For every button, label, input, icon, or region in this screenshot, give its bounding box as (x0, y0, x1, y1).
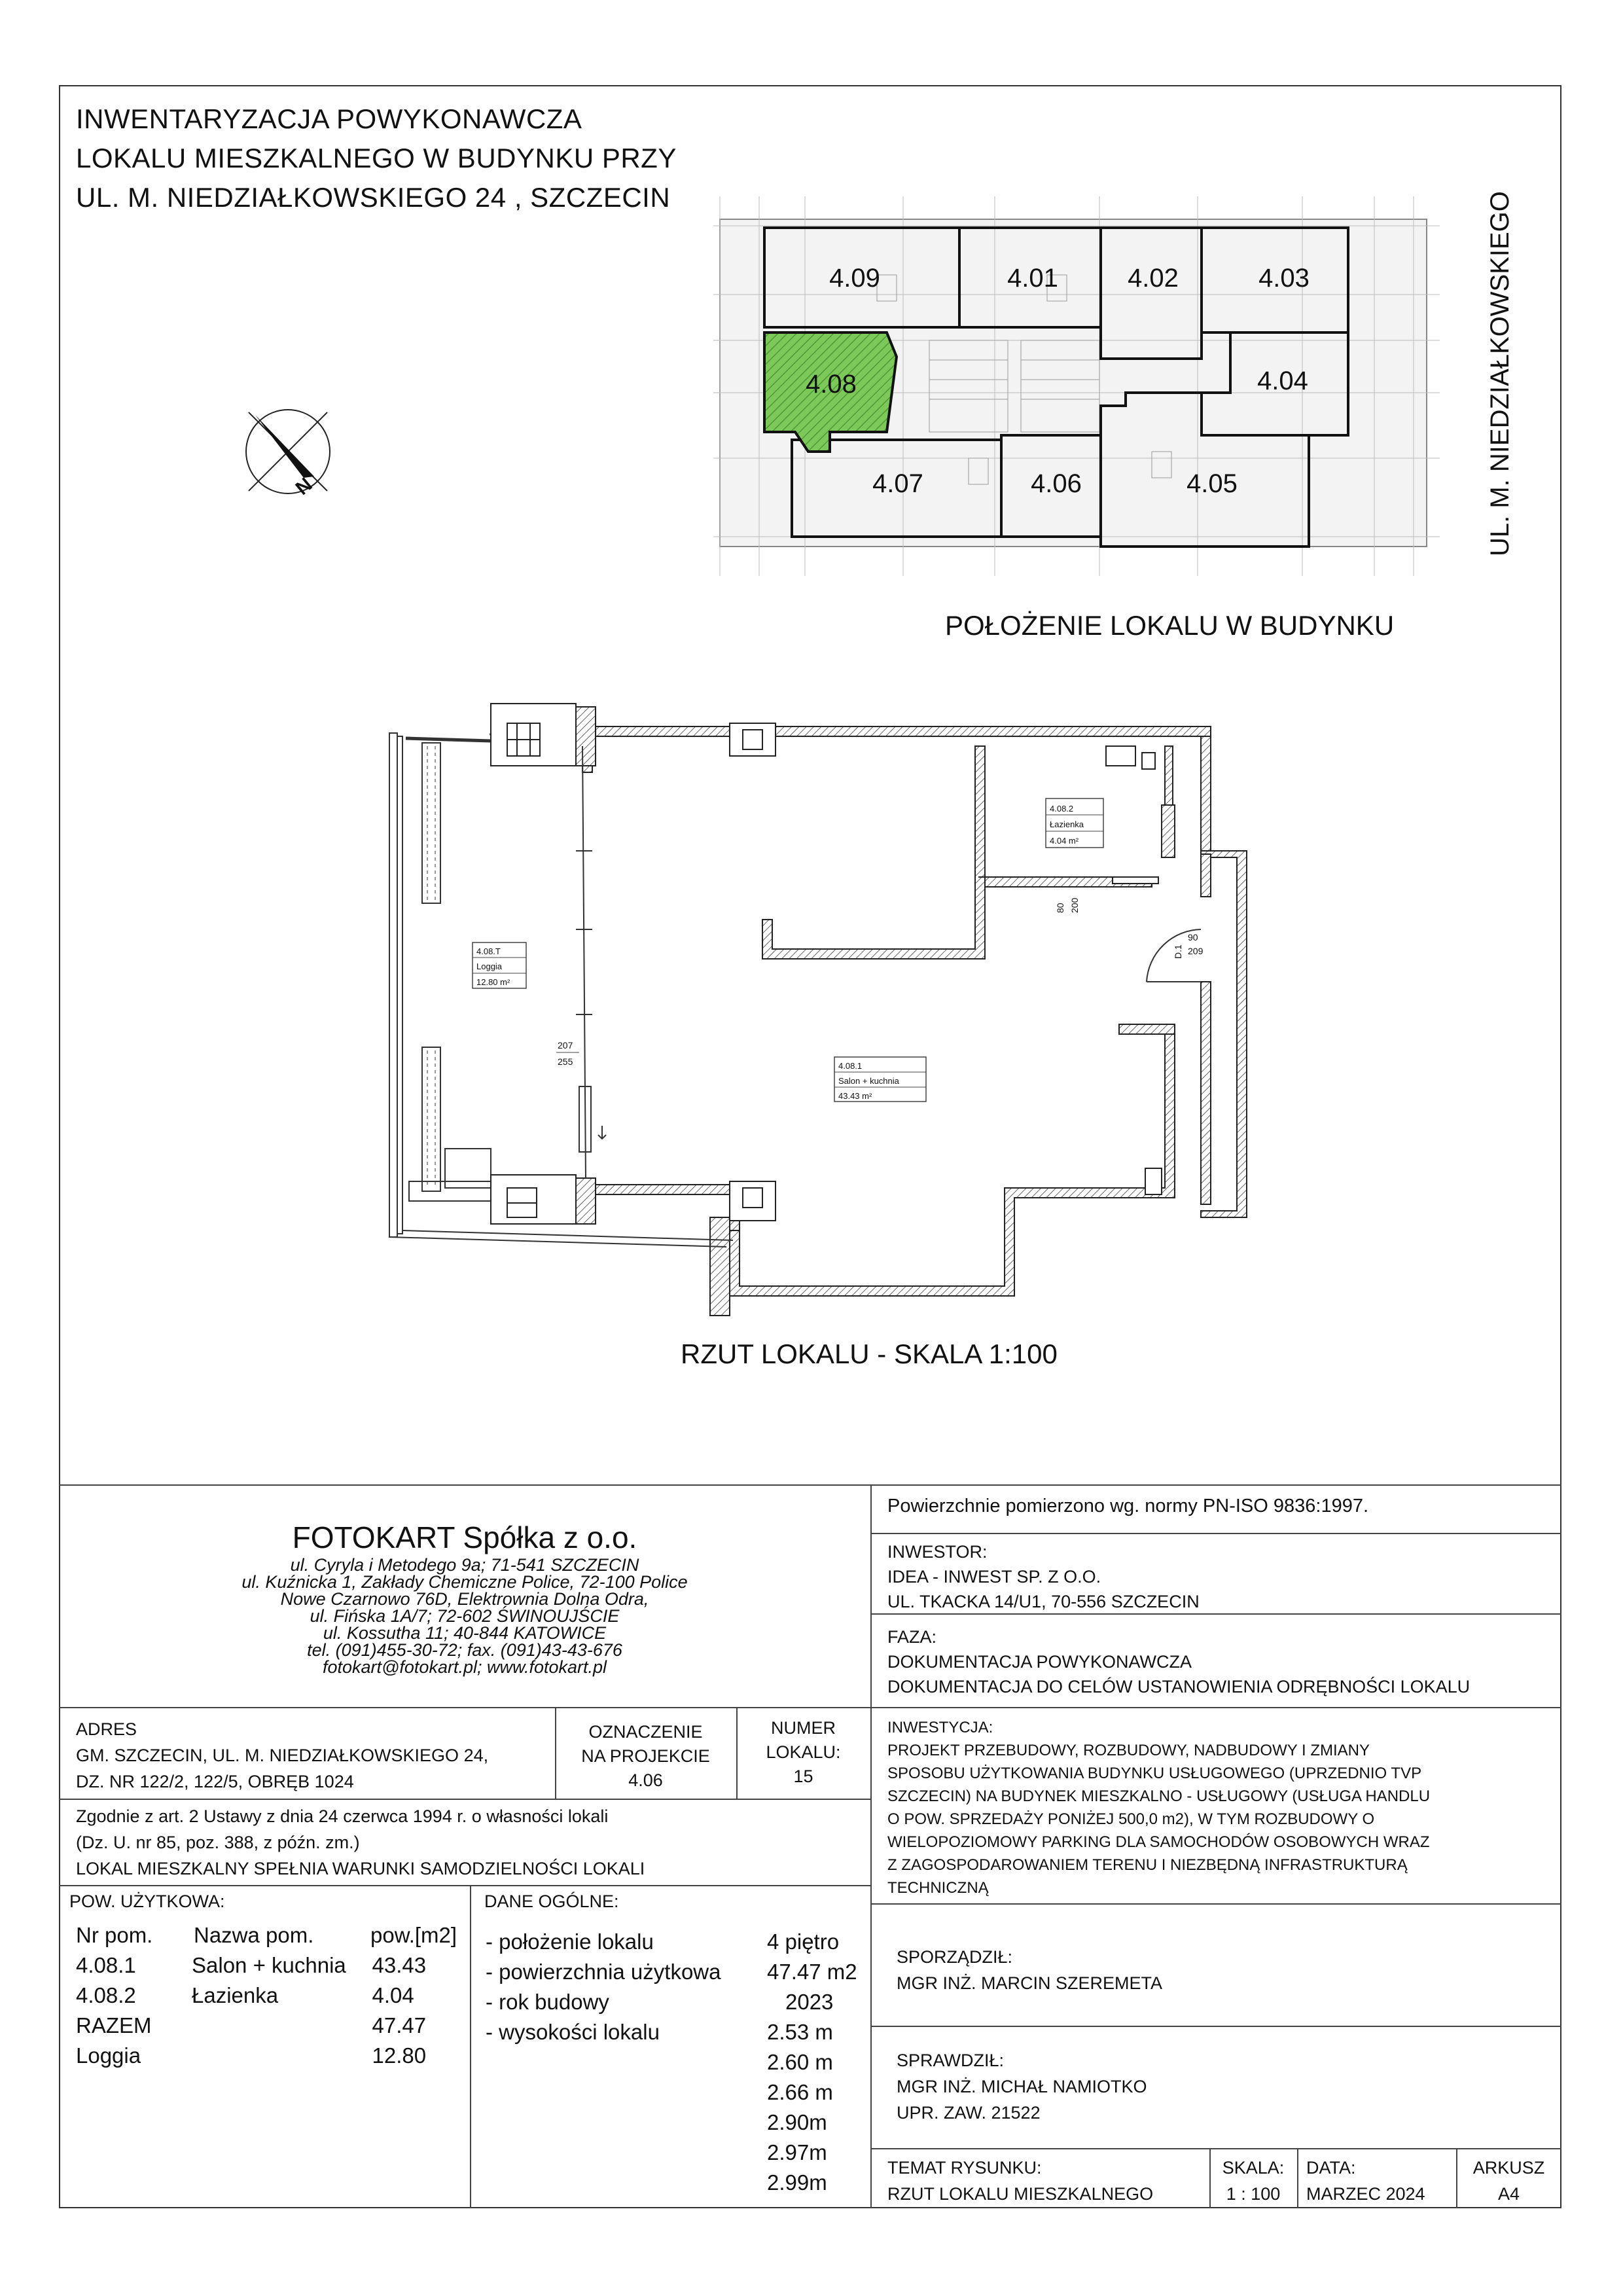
unit-label: 4.03 (1258, 264, 1310, 293)
room-name-loggia: Loggia (476, 961, 503, 971)
sheet-block (1456, 2155, 1561, 2207)
usable-area-table (76, 1923, 469, 2073)
title-line-3: UL. M. NIEDZIAŁKOWSKIEGO 24 , SZCZECIN (76, 182, 671, 213)
unit-label: 4.09 (829, 264, 880, 293)
scale-value: 1 : 100 (1226, 2184, 1281, 2204)
unit-label: 4.05 (1186, 469, 1238, 498)
divider (870, 1903, 1561, 1905)
street-label: UL. M. NIEDZIAŁKOWSKIEGO (1486, 191, 1514, 556)
checked-name: MGR INŻ. MICHAŁ NAMIOTKO (897, 2077, 1147, 2096)
general-value: 47.47 m2 (767, 1960, 857, 1984)
phase-label: FAZA: (887, 1627, 937, 1647)
unit-number-label: NUMER (771, 1718, 836, 1738)
company-line: tel. (091)455-30-72; fax. (091)43-43-676 (307, 1640, 622, 1660)
table-cell: 4.08.1 (76, 1953, 136, 1977)
north-arrow-icon (236, 399, 340, 504)
company-line: ul. Kuźnicka 1, Zakłady Chemiczne Police, 72-100 Police (241, 1572, 688, 1592)
divider (870, 1533, 1561, 1534)
height-value: 2.60 m (767, 2050, 833, 2074)
divider (59, 1885, 870, 1886)
usable-area-label: POW. UŻYTKOWA: (69, 1892, 225, 1911)
table-cell: RAZEM (76, 2013, 152, 2037)
phase-block (887, 1624, 1470, 1699)
investment-line: SZCZECIN) NA BUDYNEK MIESZKALNO - USŁUGOWY (USŁUGA HANDLU (887, 1787, 1431, 1805)
checked-license: UPR. ZAW. 21522 (897, 2103, 1041, 2123)
investor-block (887, 1539, 1200, 1614)
divider (59, 1707, 1561, 1708)
address-line: DZ. NR 122/2, 122/5, OBRĘB 1024 (76, 1772, 354, 1791)
investment-block (887, 1716, 1430, 1899)
table-row (76, 2043, 469, 2073)
sheet-label: ARKUSZ (1472, 2158, 1545, 2178)
room-area-loggia: 12.80 m² (476, 977, 510, 987)
table-cell: Łazienka (192, 1983, 279, 2007)
height-value: 2.66 m (767, 2080, 833, 2104)
divider (870, 2148, 1561, 2149)
dim-loggia-door-width: 207 (558, 1040, 573, 1050)
address-label: ADRES (76, 1719, 137, 1739)
legal-line: LOKAL MIESZKALNY SPEŁNIA WARUNKI SAMODZIELNOŚCI LOKALI (76, 1859, 645, 1878)
table-header-cell: Nr pom. (76, 1923, 153, 1947)
company-line: ul. Kossutha 11; 40-844 KATOWICE (323, 1623, 607, 1643)
company-line: fotokart@fotokart.pl; www.fotokart.pl (322, 1657, 607, 1677)
table-cell (192, 2013, 366, 2043)
table-cell: 12.80 (372, 2043, 427, 2068)
general-row (486, 1987, 865, 2017)
height-value: 2.99m (767, 2170, 827, 2195)
general-key: - położenie lokalu (486, 1929, 654, 1954)
investment-line: SPOSOBU UŻYTKOWANIA BUDYNKU USŁUGOWEGO (UPRZEDNIO TVP (887, 1765, 1422, 1782)
divider (59, 1484, 1561, 1486)
investment-label: INWESTYCJA: (887, 1719, 993, 1736)
scale-block (1209, 2155, 1297, 2207)
divider (1297, 2148, 1298, 2208)
legal-block (76, 1803, 645, 1882)
investor-line: IDEA - INWEST SP. Z O.O. (887, 1567, 1101, 1587)
unit-number-label: LOKALU: (766, 1742, 841, 1762)
date-value: MARZEC 2024 (1306, 2184, 1425, 2204)
dim-bath-door-height: 200 (1069, 897, 1080, 913)
general-row (486, 1927, 865, 1957)
general-value: 4 piętro (767, 1929, 840, 1954)
sheet-value: A4 (1497, 2184, 1520, 2204)
room-area-salon: 43.43 m² (838, 1091, 872, 1101)
divider (59, 1799, 870, 1800)
unit-number-value: 15 (793, 1767, 813, 1786)
title-line-1: INWENTARYZACJA POWYKONAWCZA (76, 103, 582, 134)
dim-entry-door-height: 209 (1188, 946, 1204, 956)
room-name-salon: Salon + kuchnia (838, 1076, 899, 1086)
legal-line: Zgodnie z art. 2 Ustawy z dnia 24 czerwca 1994 r. o własności lokali (76, 1806, 609, 1826)
general-label: DANE OGÓLNE: (484, 1892, 619, 1911)
investment-line: WIELOPOZIOMOWY PARKING DLA SAMOCHODÓW OSOBOWYCH WRAZ (887, 1833, 1430, 1851)
table-cell: Salon + kuchnia (192, 1953, 346, 1977)
unit-label: 4.06 (1031, 469, 1082, 498)
address-line: GM. SZCZECIN, UL. M. NIEDZIAŁKOWSKIEGO 24, (76, 1746, 489, 1765)
site-plan-caption: POŁOŻENIE LOKALU W BUDYNKU (945, 610, 1395, 641)
table-cell: Loggia (76, 2043, 141, 2068)
height-value: 2.90m (767, 2110, 827, 2134)
investment-line: TECHNICZNĄ (887, 1879, 989, 1897)
table-cell: 4.04 (372, 1983, 414, 2007)
table-cell: 47.47 (372, 2013, 427, 2037)
divider (870, 2026, 1561, 2027)
table-row (76, 1983, 469, 2013)
dim-loggia-door-height: 255 (558, 1056, 573, 1067)
table-cell: 4.08.2 (76, 1983, 136, 2007)
designation-label: NA PROJEKCIE (581, 1746, 710, 1766)
general-row (486, 1957, 865, 1987)
general-key: - powierzchnia użytkowa (486, 1960, 721, 1984)
investor-line: UL. TKACKA 14/U1, 70-556 SZCZECIN (887, 1592, 1200, 1611)
divider (470, 1885, 471, 2208)
entry-door-label: D.1 (1173, 944, 1183, 959)
general-table (486, 1927, 865, 2198)
table-header-cell: pow.[m2] (370, 1923, 457, 1947)
general-value: 2.53 m (767, 2020, 833, 2044)
phase-line: DOKUMENTACJA POWYKONAWCZA (887, 1652, 1192, 1672)
unit-number-block (736, 1716, 870, 1789)
room-id-salon: 4.08.1 (838, 1061, 863, 1071)
topic-value: RZUT LOKALU MIESZKALNEGO (887, 2184, 1154, 2204)
north-label: N (291, 473, 317, 500)
room-id-bath: 4.08.2 (1050, 804, 1074, 814)
general-row (486, 2017, 865, 2047)
floor-plan (380, 694, 1257, 1322)
unit-label: 4.07 (872, 469, 923, 498)
table-cell: 43.43 (372, 1953, 427, 1977)
investment-line: O POW. SPRZEDAŻY PONIŻEJ 500,0 m2), W TYM ROZBUDOWY O (887, 1810, 1375, 1828)
room-area-bath: 4.04 m² (1050, 836, 1079, 846)
company-address (59, 1556, 870, 1676)
company-line: ul. Fińska 1A/7; 72-602 ŚWINOUJŚCIE (310, 1606, 620, 1626)
table-row (76, 2013, 469, 2043)
date-block (1306, 2155, 1425, 2207)
prepared-name: MGR INŻ. MARCIN SZEREMETA (897, 1973, 1163, 1993)
unit-label: 4.04 (1257, 367, 1308, 395)
dim-entry-door-width: 90 (1188, 932, 1198, 942)
divider (870, 1484, 872, 2208)
company-line: ul. Cyryla i Metodego 9a; 71-541 SZCZECIN (290, 1555, 639, 1575)
floor-plan-caption: RZUT LOKALU - SKALA 1:100 (681, 1338, 1058, 1369)
address-block (76, 1716, 488, 1795)
table-cell (192, 2043, 366, 2073)
legal-line: (Dz. U. nr 85, poz. 388, z późn. zm.) (76, 1833, 360, 1852)
date-label: DATA: (1306, 2158, 1356, 2178)
checked-label: SPRAWDZIŁ: (897, 2051, 1005, 2070)
checked-block (897, 2047, 1147, 2126)
title-line-2: LOKALU MIESZKALNEGO W BUDYNKU PRZY (76, 143, 677, 173)
room-name-bath: Łazienka (1050, 819, 1084, 829)
designation-block (555, 1720, 736, 1793)
scale-label: SKALA: (1222, 2158, 1285, 2178)
investment-line: Z ZAGOSPODAROWANIEM TERENU I NIEZBĘDNĄ INFRASTRUKTURĄ (887, 1856, 1408, 1874)
unit-label: 4.01 (1007, 264, 1058, 293)
table-header-cell: Nazwa pom. (194, 1923, 314, 1947)
general-key: - wysokości lokalu (486, 2020, 660, 2044)
dim-bath-door-width: 80 (1055, 903, 1065, 913)
prepared-label: SPORZĄDZIŁ: (897, 1947, 1013, 1967)
company-name: FOTOKART Spółka z o.o. (292, 1520, 637, 1554)
designation-value: 4.06 (628, 1770, 663, 1790)
topic-block (887, 2155, 1153, 2207)
room-id-loggia: 4.08.T (476, 946, 501, 956)
company-line: Nowe Czarnowo 76D, Elektrownia Dolna Odra, (280, 1589, 649, 1609)
designation-label: OZNACZENIE (588, 1722, 703, 1742)
phase-line: DOKUMENTACJA DO CELÓW USTANOWIENIA ODRĘBNOŚCI LOKALU (887, 1677, 1471, 1696)
table-row (76, 1953, 469, 1983)
table-header-row (76, 1923, 469, 1953)
general-value: 2023 (785, 1990, 834, 2014)
unit-label: 4.02 (1128, 264, 1179, 293)
prepared-block (897, 1944, 1162, 1996)
measurement-norm: Powierzchnie pomierzono wg. normy PN-ISO 9836:1997. (887, 1496, 1369, 1516)
unit-label: 4.08 (806, 370, 857, 399)
height-value: 2.97m (767, 2140, 827, 2164)
investor-label: INWESTOR: (887, 1542, 988, 1562)
site-plan (713, 183, 1446, 589)
topic-label: TEMAT RYSUNKU: (887, 2158, 1042, 2178)
investment-line: PROJEKT PRZEBUDOWY, ROZBUDOWY, NADBUDOWY I ZMIANY (887, 1742, 1370, 1759)
general-key: - rok budowy (486, 1990, 609, 2014)
